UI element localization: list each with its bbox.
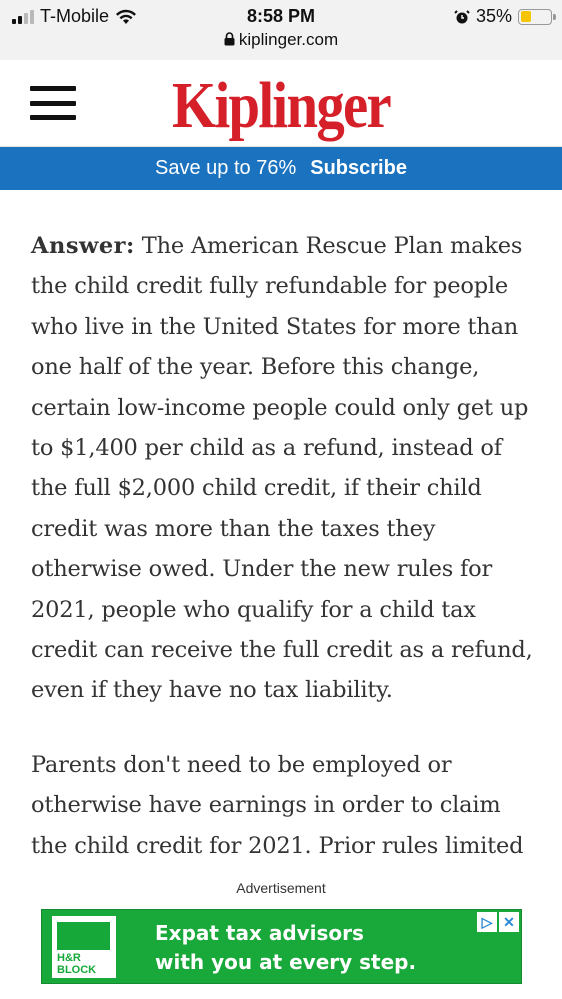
- article-paragraph: [31, 226, 541, 711]
- alarm-icon: [454, 9, 470, 25]
- subscribe-banner[interactable]: [0, 147, 562, 190]
- subscribe-link[interactable]: Subscribe: [310, 157, 407, 179]
- url-text: kiplinger.com: [238, 30, 339, 49]
- battery-icon: [518, 9, 552, 25]
- subscribe-offer: Save up to 76%: [155, 157, 297, 179]
- article-body: [31, 226, 541, 900]
- paragraph-text: Parents don't need to be employed or otherwise have earnings in order to claim the child credit for 2021. Prior rules limited: [31, 751, 524, 859]
- ad-banner[interactable]: [41, 909, 522, 984]
- carrier-name: T-Mobile: [40, 6, 110, 26]
- lock-icon: [224, 32, 235, 46]
- site-logo[interactable]: Kiplinger: [172, 69, 390, 142]
- battery-level: [521, 11, 531, 22]
- ad-line-2: with you at every step.: [155, 950, 417, 974]
- ad-line-1: Expat tax advisors: [155, 921, 364, 945]
- status-right: [454, 6, 552, 27]
- ad-brand: H&R BLOCK: [57, 952, 97, 976]
- clock: 8:58 PM: [246, 6, 316, 26]
- status-bar: [0, 0, 562, 60]
- close-icon[interactable]: ✕: [499, 912, 519, 932]
- battery-percent: 35%: [475, 6, 512, 26]
- ad-controls: [477, 912, 519, 932]
- address-bar[interactable]: [0, 30, 562, 50]
- article-paragraph: [31, 745, 541, 866]
- adchoices-icon[interactable]: ▷: [477, 912, 497, 932]
- paragraph-text: The American Rescue Plan makes the child credit fully refundable for people who live in the United States for more than one half of the year. Before this change, certain low-income people could only get up to $1,400 per child as a refund, instead of the full $2,000 child credit, if their child credit was more than the taxes they otherwise owed. Under the new rules for 2021, people who qualify for a child tax credit can receive the full credit as a refund, even if they have no tax liability.: [31, 233, 533, 704]
- site-header: [0, 60, 562, 147]
- ad-headline: [155, 919, 416, 977]
- hr-block-logo: [52, 916, 116, 978]
- advertisement-label: Advertisement: [236, 880, 326, 896]
- answer-label: Answer:: [31, 233, 135, 259]
